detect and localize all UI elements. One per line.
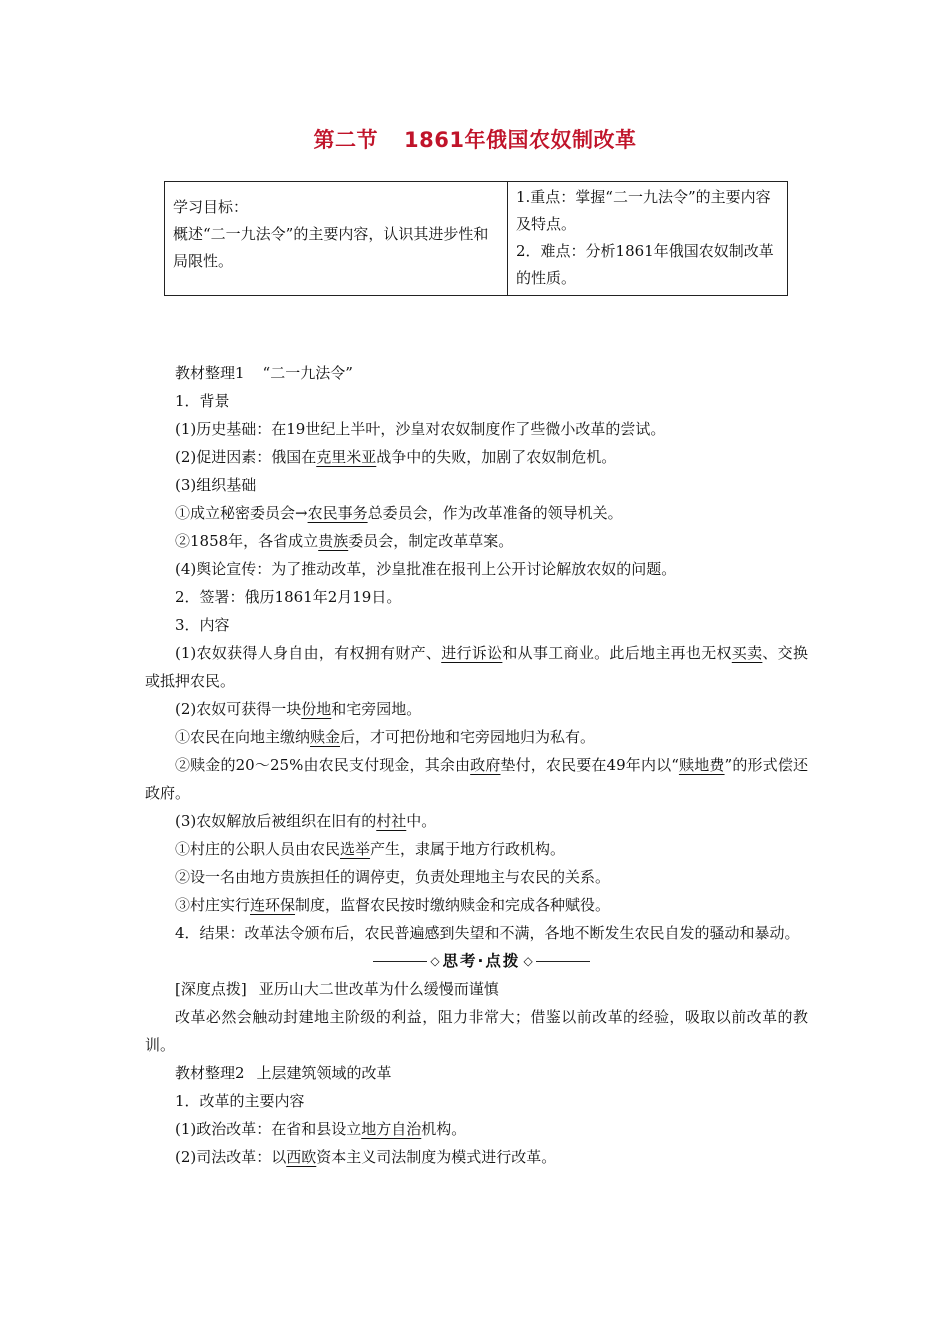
background-historical: (1)历史基础：在19世纪上半叶，沙皇对农奴制度作了些微小改革的尝试。	[175, 420, 666, 438]
content-item-1	[145, 639, 808, 695]
answer-blank: 村社	[376, 812, 407, 830]
text: (3)农奴解放后被组织在旧有的	[175, 812, 377, 830]
divider-line	[536, 961, 590, 962]
text: ②1858年，各省成立	[175, 532, 319, 550]
text: 垫付，农民要在49年内以“	[500, 756, 679, 774]
divider-label: 思考·点拨	[442, 952, 521, 970]
part2-label: 教材整理2	[175, 1064, 245, 1082]
answer-blank: 买卖	[731, 644, 763, 662]
content-item-3b: ②设一名由地方贵族担任的调停吏，负责处理地主与农民的关系。	[175, 868, 611, 886]
text: ①成立秘密委员会→	[175, 504, 308, 522]
reform-judicial	[145, 1143, 808, 1171]
text: ①村庄的公职人员由农民	[175, 840, 341, 858]
learning-goals-heading: 学习目标：	[173, 198, 249, 216]
answer-blank: 政府	[470, 756, 501, 774]
content-item-2	[145, 695, 808, 723]
key-point-difficulty: 2．难点：分析1861年俄国农奴制改革的性质。	[516, 242, 774, 287]
answer-blank: 连环保	[250, 896, 296, 914]
main-content	[145, 359, 808, 1171]
background-propaganda: (4)舆论宣传：为了推动改革，沙皇批准在报刊上公开讨论解放农奴的问题。	[175, 560, 677, 578]
text: (2)司法改革：以	[175, 1148, 287, 1166]
part2-title: 上层建筑领域的改革	[256, 1064, 392, 1082]
think-divider	[155, 947, 808, 975]
reform-political	[145, 1115, 808, 1143]
divider-line	[373, 961, 427, 962]
text: ③村庄实行	[175, 896, 251, 914]
content-item-2a	[145, 723, 808, 751]
text: 总委员会，作为改革准备的领导机关。	[367, 504, 623, 522]
diamond-icon: ◇	[523, 954, 533, 968]
content-item-3c	[145, 891, 808, 919]
text: 和宅旁园地。	[331, 700, 422, 718]
part1-title: “二一九法令”	[262, 364, 353, 382]
background-title: 1．背景	[175, 392, 230, 410]
insight-answer: 改革必然会触动封建地主阶级的利益，阻力非常大；借鉴以前改革的经验，吸取以前改革的教训。	[145, 1008, 808, 1054]
diamond-icon: ◇	[430, 954, 440, 968]
text: 和从事工商业。此后地主再也无权	[502, 644, 732, 662]
text: 资本主义司法制度为模式进行改革。	[316, 1148, 557, 1166]
result: 4．结果：改革法令颁布后，农民普遍感到失望和不满，各地不断发生农民自发的骚动和暴动。	[175, 924, 800, 942]
text: (1)政治改革：在省和县设立	[175, 1120, 362, 1138]
page-title	[0, 124, 950, 154]
part1-label: 教材整理1	[175, 364, 245, 382]
text: 战争中的失败，加剧了农奴制危机。	[376, 448, 617, 466]
text: (2)促进因素：俄国在	[175, 448, 317, 466]
signing-date: 2．签署：俄历1861年2月19日。	[175, 588, 402, 606]
key-points-cell	[508, 182, 788, 296]
organization-item-2	[145, 527, 808, 555]
answer-blank: 赎金	[310, 728, 341, 746]
content-item-3	[145, 807, 808, 835]
reform-main-title: 1．改革的主要内容	[175, 1092, 305, 1110]
insight-question	[145, 975, 808, 1003]
text: 、交换或抵押农民。	[145, 644, 808, 690]
background-promoting	[145, 443, 808, 471]
part2-heading	[145, 1059, 808, 1087]
text: 中。	[406, 812, 437, 830]
text: 机构。	[421, 1120, 467, 1138]
learning-goals-text: 概述“二一九法令”的主要内容，认识其进步性和局限性。	[173, 225, 489, 270]
section-number: 第二节	[313, 128, 379, 152]
content-item-2b	[145, 751, 808, 807]
insight-question-text: 亚历山大二世改革为什么缓慢而谨慎	[258, 980, 499, 998]
background-organization: (3)组织基础	[175, 476, 257, 494]
key-point-focus: 1.重点：掌握“二一九法令”的主要内容及特点。	[516, 188, 771, 233]
answer-blank: 西欧	[286, 1148, 317, 1166]
answer-blank: 赎地费	[678, 756, 725, 774]
learning-goals-table	[164, 181, 788, 296]
part1-heading	[145, 359, 808, 387]
answer-blank: 进行诉讼	[441, 644, 503, 662]
learning-goals-cell	[165, 182, 508, 296]
text: 产生，隶属于地方行政机构。	[370, 840, 566, 858]
text: (1)农奴获得人身自由，有权拥有财产、	[175, 644, 442, 662]
text: ②赎金的20～25%由农民支付现金，其余由	[175, 756, 471, 774]
organization-item-1	[145, 499, 808, 527]
text: 委员会，制定改革草案。	[348, 532, 514, 550]
answer-blank: 贵族	[318, 532, 349, 550]
insight-tag: [深度点拨]	[175, 980, 247, 998]
content-item-3a	[145, 835, 808, 863]
text: ①农民在向地主缴纳	[175, 728, 311, 746]
text: 制度，监督农民按时缴纳赎金和完成各种赋役。	[295, 896, 611, 914]
answer-blank: 选举	[340, 840, 371, 858]
text: ”的形式偿还政府。	[145, 756, 808, 802]
text: (2)农奴可获得一块	[175, 700, 302, 718]
answer-blank: 克里米亚	[316, 448, 377, 466]
content-title: 3．内容	[175, 616, 230, 634]
text: 后，才可把份地和宅旁园地归为私有。	[340, 728, 596, 746]
answer-blank: 农民事务	[307, 504, 368, 522]
answer-blank: 份地	[301, 700, 332, 718]
answer-blank: 地方自治	[361, 1120, 422, 1138]
section-topic: 1861年俄国农奴制改革	[404, 128, 637, 152]
